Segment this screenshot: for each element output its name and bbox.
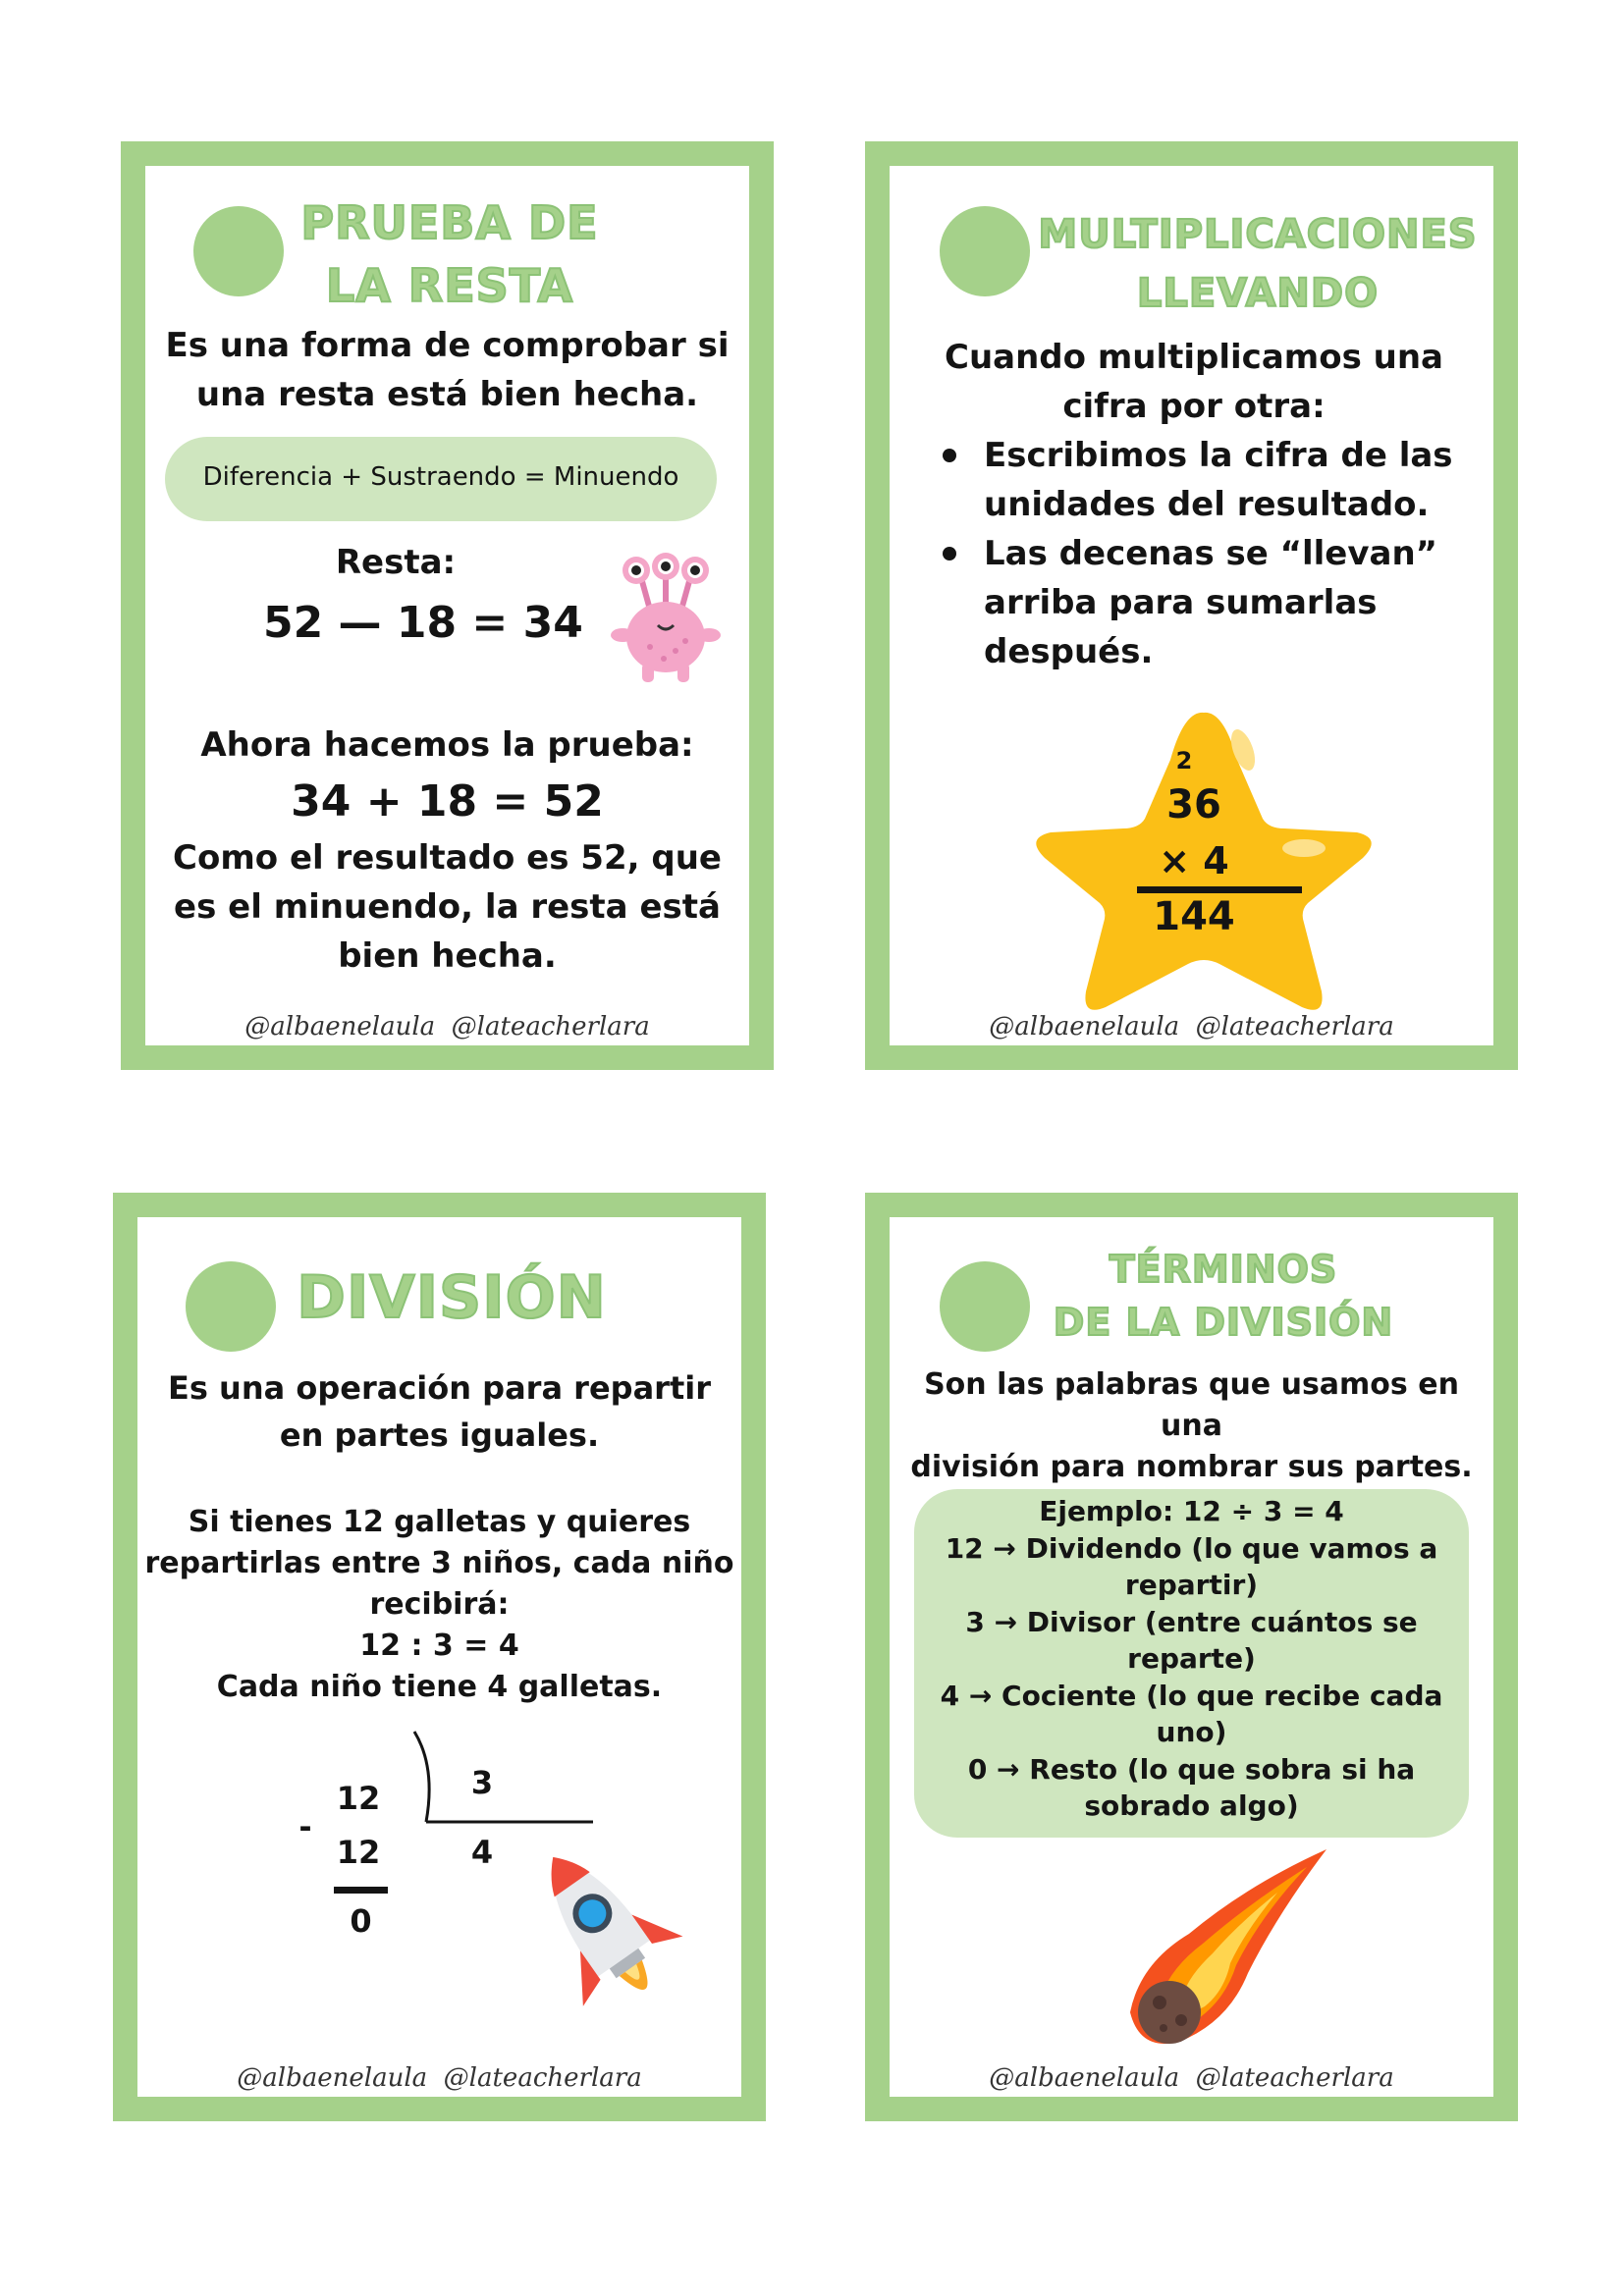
- title-line: LLEVANDO: [1136, 271, 1380, 316]
- card-terminos-division: [865, 1193, 1518, 2121]
- product: 144: [1153, 894, 1235, 939]
- formula-text: Diferencia + Sustraendo = Minuendo: [202, 462, 679, 492]
- divisor: 3: [470, 1764, 494, 1801]
- card-title: [1027, 1243, 1420, 1349]
- list-item: [984, 431, 1494, 529]
- terms-box: [914, 1489, 1469, 1838]
- footer-credits: @albaenelaula @lateacherlara: [989, 1012, 1394, 1041]
- text-line: Ejemplo: 12 ÷ 3 = 4: [1039, 1495, 1344, 1527]
- title-line: MULTIPLICACIONES: [1038, 212, 1478, 257]
- text-line: Son las palabras que usamos en una: [924, 1367, 1459, 1443]
- multiplicand: 36: [1166, 782, 1221, 828]
- green-circle-icon: [186, 1261, 276, 1352]
- green-circle-icon: [940, 206, 1030, 296]
- text-line: después.: [984, 632, 1154, 671]
- meteor-icon: [1081, 1845, 1336, 2061]
- title-line: DE LA DIVISIÓN: [1053, 1301, 1394, 1344]
- bullet-list: [984, 431, 1494, 676]
- text-line: una resta está bien hecha.: [195, 375, 699, 414]
- text-line: repartir): [1124, 1569, 1259, 1601]
- text-line: repartirlas entre 3 niños, cada niño: [144, 1546, 734, 1580]
- terms-text: [934, 1493, 1449, 1825]
- text-line: 3 → Divisor (entre cuántos se: [965, 1605, 1418, 1638]
- card-division: [113, 1193, 766, 2121]
- bullet-icon: [943, 547, 956, 561]
- text-line: Las decenas se “llevan”: [984, 534, 1438, 573]
- footer-credits: @albaenelaula @lateacherlara: [244, 1012, 650, 1041]
- multiplier: × 4: [1159, 839, 1229, 882]
- text-line: 0 → Resto (lo que sobra si ha: [967, 1752, 1416, 1786]
- remainder: 0: [350, 1902, 372, 1940]
- text-line: 12 → Dividendo (lo que vamos a: [945, 1531, 1438, 1565]
- subtract-sign: -: [298, 1808, 312, 1845]
- text-line: arriba para sumarlas: [984, 583, 1378, 622]
- text-line: Cuando multiplicamos una: [945, 338, 1443, 377]
- subtraction-line: [334, 1887, 388, 1894]
- intro-text: [145, 321, 749, 419]
- text-line: uno): [1156, 1716, 1227, 1748]
- title-line: LA RESTA: [325, 259, 574, 312]
- intro-text: [890, 1364, 1493, 1488]
- text-line: Cada niño tiene 4 galletas.: [216, 1670, 663, 1704]
- card-multiplicaciones: [865, 141, 1518, 1070]
- text-line: bien hecha.: [338, 936, 557, 976]
- card-title: [1027, 205, 1489, 323]
- monster-icon: [607, 553, 725, 686]
- text-line: Es una operación para repartir: [168, 1369, 711, 1407]
- green-circle-icon: [940, 1261, 1030, 1352]
- resta-example: 52 — 18 = 34: [263, 598, 583, 648]
- card-title: [293, 191, 607, 317]
- bullet-icon: [943, 449, 956, 462]
- text-line: cifra por otra:: [1062, 387, 1326, 426]
- text-line: en partes iguales.: [279, 1416, 600, 1454]
- example-text: [137, 1502, 741, 1708]
- product-line: [1137, 886, 1302, 893]
- title-line: TÉRMINOS: [1109, 1248, 1338, 1291]
- text-line: es el minuendo, la resta está: [174, 887, 721, 927]
- conclusion-text: [145, 833, 749, 981]
- text-line: reparte): [1127, 1642, 1256, 1675]
- card-title: DIVISIÓN: [297, 1263, 607, 1332]
- formula-pill: [165, 437, 717, 521]
- resta-label: Resta:: [335, 543, 457, 582]
- text-line: sobrado algo): [1084, 1789, 1299, 1822]
- rocket-icon: [520, 1834, 697, 2040]
- footer-credits: @albaenelaula @lateacherlara: [237, 2063, 642, 2093]
- carry-digit: 2: [1175, 747, 1193, 774]
- text-line: 12 : 3 = 4: [359, 1629, 519, 1663]
- intro-text: [909, 333, 1479, 431]
- quotient: 4: [470, 1834, 494, 1871]
- list-item: [984, 529, 1494, 676]
- dividend: 12: [336, 1780, 381, 1817]
- proof-label: Ahora hacemos la prueba:: [200, 725, 694, 765]
- intro-text: [137, 1364, 741, 1459]
- text-line: Escribimos la cifra de las: [984, 436, 1453, 475]
- text-line: Como el resultado es 52, que: [173, 838, 722, 878]
- text-line: Si tienes 12 galletas y quieres: [188, 1505, 691, 1539]
- green-circle-icon: [193, 206, 284, 296]
- text-line: unidades del resultado.: [984, 485, 1430, 524]
- title-line: PRUEBA DE: [300, 196, 599, 249]
- proof-example: 34 + 18 = 52: [291, 776, 604, 827]
- text-line: 4 → Cociente (lo que recibe cada: [940, 1679, 1443, 1712]
- text-line: división para nombrar sus partes.: [910, 1450, 1473, 1484]
- text-line: recibirá:: [369, 1587, 510, 1622]
- footer-credits: @albaenelaula @lateacherlara: [989, 2063, 1394, 2093]
- subtrahend: 12: [336, 1834, 381, 1871]
- text-line: Es una forma de comprobar si: [165, 326, 730, 365]
- card-prueba-resta: [121, 141, 774, 1070]
